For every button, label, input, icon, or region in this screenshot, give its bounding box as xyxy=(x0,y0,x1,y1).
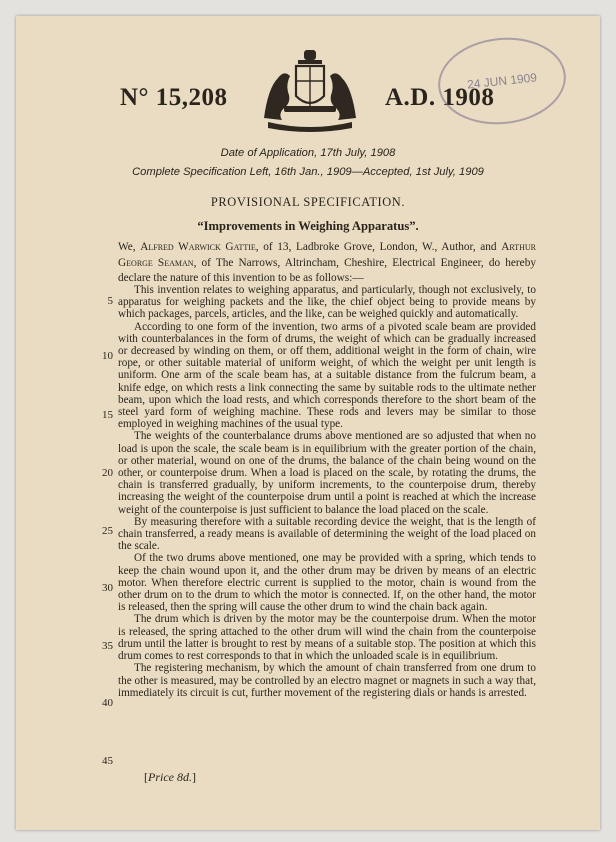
price-close-bracket: ] xyxy=(192,770,196,784)
line-number: 40 xyxy=(102,697,113,709)
stamp-date: 24 JUN 1909 xyxy=(466,70,538,92)
line-number: 5 xyxy=(107,295,113,307)
line-number: 45 xyxy=(102,755,113,767)
line-number: 25 xyxy=(102,525,113,537)
royal-coat-of-arms-icon xyxy=(254,48,366,132)
patent-year: A.D. 1908 xyxy=(385,84,495,111)
date-of-application: Date of Application, 17th July, 1908 xyxy=(220,147,396,159)
specification-body xyxy=(118,284,536,699)
received-date-stamp xyxy=(434,32,570,131)
applicant-name-2: Arthur George Seaman xyxy=(118,241,536,269)
paragraph: By measuring therefore with a suitable recording device the weight, that is the length of chain transferred, a ready means is available of determining the weight of the load placed on the scale. xyxy=(118,515,536,553)
price-open-bracket: [ xyxy=(144,770,148,784)
paragraph: The drum which is driven by the motor may be the counterpoise drum. When the motor is released, the spring attached to the other drum will wind the chain from the counterpoise drum until the latter is brought to rest by means of a suitable stop. The position at which this drum comes to rest corresponds to that in which the unloaded scale is in equilibrium. xyxy=(118,613,536,663)
specification-heading: PROVISIONAL SPECIFICATION. xyxy=(210,195,406,209)
specification-page xyxy=(16,16,600,830)
complete-specification-dates: Complete Specification Left, 16th Jan., 1909—Accepted, 1st July, 1909 xyxy=(132,166,484,178)
applicant-declaration xyxy=(118,240,536,287)
line-number: 35 xyxy=(102,640,113,652)
paragraph: The weights of the counterbalance drums above mentioned are so adjusted that when no load is upon the scale, the scale beam is in equilibrium with the greater portion of the chain, or other material, wound on one of the drums, the balance of the chain being wound on the other, or counterpoise drum. When a load is placed on the scale, by rotating the drums, the chain is transferred gradually, by uniform increments, to the counterpoise drum, thereby increasing the weight of the counterpoise drum until a point is reached at which the increase weight of the counterpoise is just sufficient to balance the load placed on the scale. xyxy=(118,430,536,516)
line-number: 15 xyxy=(102,409,113,421)
line-number: 30 xyxy=(102,582,113,594)
line-number: 20 xyxy=(102,467,113,479)
price-text: Price 8d. xyxy=(148,770,192,784)
intro-part-3: , of The Narrows, Altrincham, Cheshire, Electrical Engineer, do hereby declare the nature of this invention to be as follows:— xyxy=(118,256,536,284)
price-note xyxy=(144,770,196,785)
intro-part-2: , of 13, Ladbroke Grove, London, W., Author, and xyxy=(255,241,502,253)
paragraph: The registering mechanism, by which the amount of chain transferred from one drum to the other is measured, may be controlled by an electro magnet or magnets in such a way that, immediately its circuit is cut, further movement of the registering dials or hands is arrested. xyxy=(118,662,536,699)
paragraph: According to one form of the invention, two arms of a pivoted scale beam are provided with counterbalances in the form of drums, the weight of which can be gradually increased or decreased by winding on them, or off them, additional weight in the form of chain, wire rope, or other suitable material of uniform weight, of which the weight per unit length is uniform. One arm of the scale beam has, at a suitable distance from the fulcrum beam, a knife edge, on which rests a link connecting the same by suitable rods to the ultimate nether beam, upon which the load rests, and which corresponds therefore to the short beam of the steel yard form of weighing machine. These rods and levers may be similar to those employed in weighing machines of the usual type. xyxy=(118,320,536,431)
intro-part-1: We, xyxy=(118,241,141,253)
applicant-name-1: Alfred Warwick Gattie xyxy=(140,241,256,253)
paragraph: This invention relates to weighing apparatus, and particularly, though not exclusively, to apparatus for weighing packets and the like, the chief object being to provide means by which packages, parcels, articles, and the like, can be weighed quickly and automatically. xyxy=(118,284,536,321)
paragraph: Of the two drums above mentioned, one may be provided with a spring, which tends to keep the chain wound upon it, and the other drum may be driven by means of an electric motor. When therefore electric current is supplied to the motor, chain is wound from the other drum on to the drum to which the motor is connected. If, on the other hand, the motor is released, then the spring will cause the other drum to wind the chain back again. xyxy=(118,552,536,614)
invention-title: “Improvements in Weighing Apparatus”. xyxy=(197,219,419,233)
line-number: 10 xyxy=(102,350,113,362)
patent-number: N° 15,208 xyxy=(120,84,228,111)
